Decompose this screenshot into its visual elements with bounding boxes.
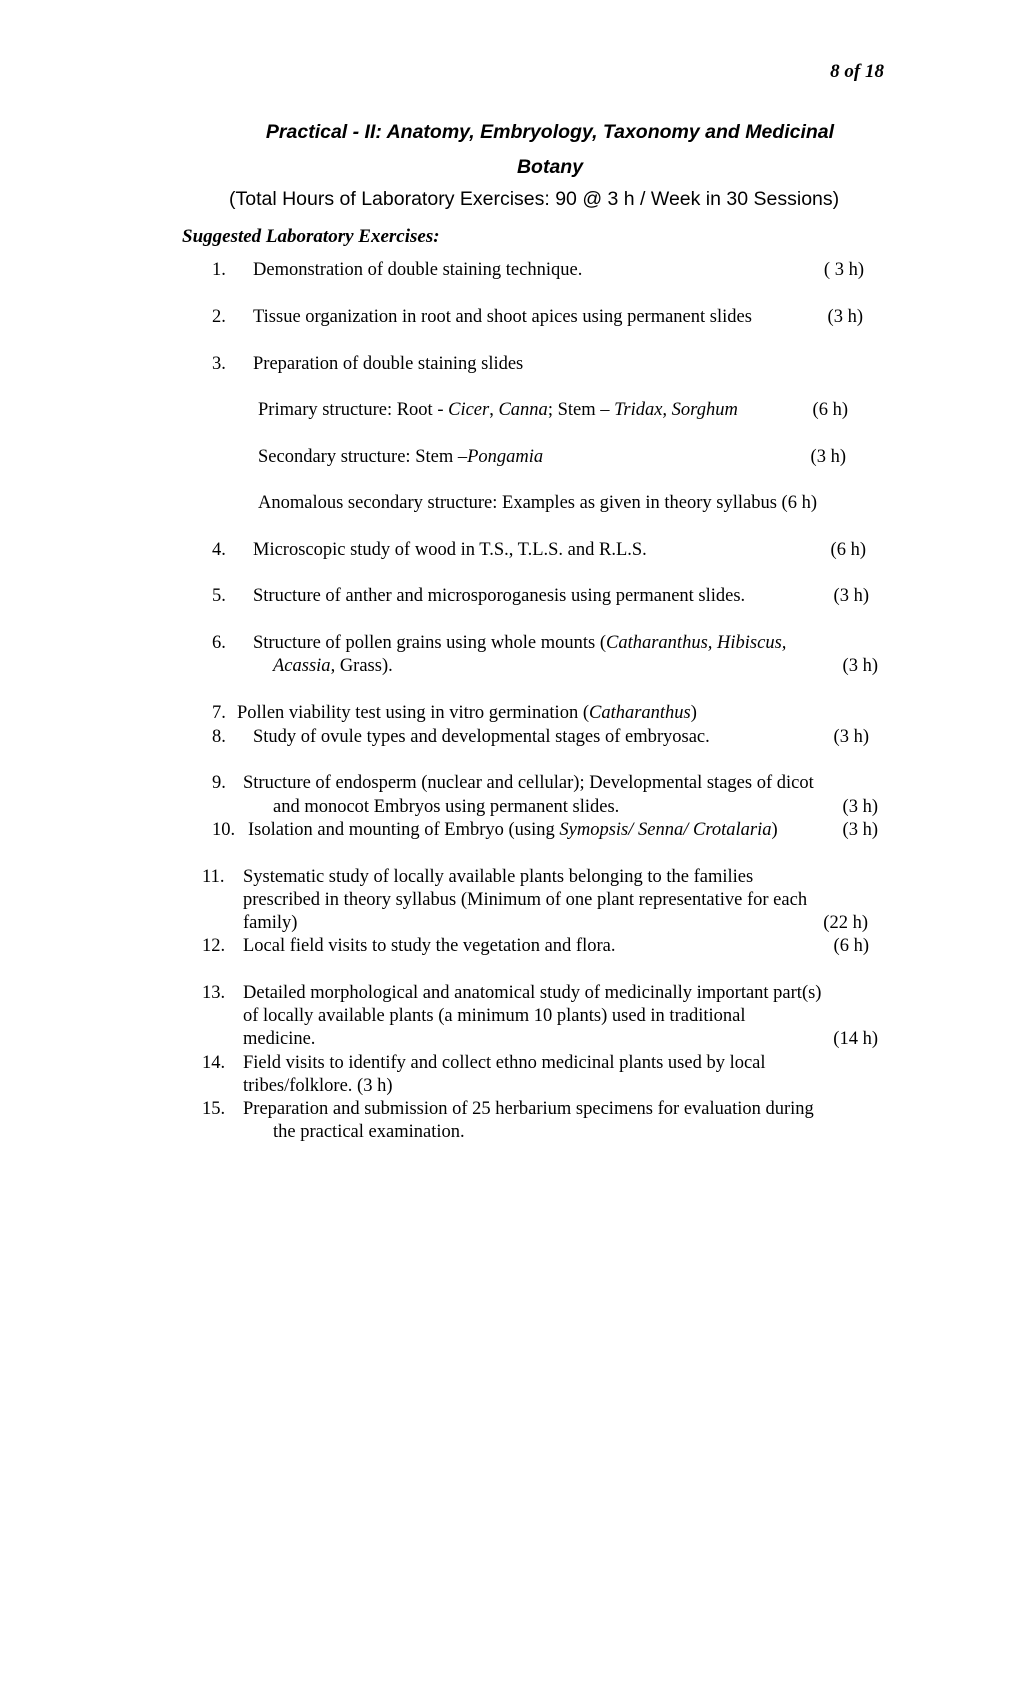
list-item-hours: (6 h) (833, 936, 869, 956)
title-line-1: Practical - II: Anatomy, Embryology, Taxonomy and Medicinal (265, 121, 835, 143)
list-item-text-continued: of locally available plants (a minimum 10 plants) used in traditional (243, 1006, 746, 1026)
title-line-2: Botany (516, 156, 584, 178)
list-item-text: Systematic study of locally available plants belonging to the families (243, 867, 754, 887)
list-item-number: 13. (202, 983, 226, 1003)
list-item-text: Structure of endosperm (nuclear and cellular); Developmental stages of dicot (243, 773, 814, 793)
list-item-text: Preparation of double staining slides (253, 354, 524, 374)
list-item-text-continued: family) (243, 913, 298, 933)
page-number: 8 of 18 (830, 61, 884, 82)
list-item-hours: (3 h) (842, 656, 878, 676)
list-item-text: Detailed morphological and anatomical study of medicinally important part(s) (243, 983, 822, 1003)
list-item-number: 14. (202, 1053, 226, 1073)
list-item-number: 9. (212, 773, 226, 793)
list-item-text: Structure of anther and microsporoganesis using permanent slides. (253, 586, 746, 606)
list-item-text: Tissue organization in root and shoot apices using permanent slides (253, 307, 752, 327)
list-item-number: 2. (212, 307, 226, 327)
list-item-hours: (3 h) (842, 797, 878, 817)
list-item-number: 11. (202, 867, 225, 887)
list-item-text: Field visits to identify and collect ethno medicinal plants used by local (243, 1053, 766, 1073)
list-item-hours: (3 h) (842, 820, 878, 840)
list-item-text-continued: the practical examination. (273, 1122, 465, 1142)
list-item-hours: (3 h) (827, 307, 863, 327)
list-item-number: 15. (202, 1099, 226, 1119)
list-item-hours: (3 h) (810, 447, 846, 467)
list-item-number: 4. (212, 540, 226, 560)
list-item-text: Demonstration of double staining technique. (253, 260, 583, 280)
list-item-hours: (22 h) (823, 913, 868, 933)
list-item-hours: (6 h) (812, 400, 848, 420)
list-item-text: Preparation and submission of 25 herbarium specimens for evaluation during (243, 1099, 814, 1119)
list-item-number: 12. (202, 936, 226, 956)
list-item-hours: (6 h) (830, 540, 866, 560)
list-item-text: Pollen viability test using in vitro germination (Catharanthus) (237, 703, 697, 723)
list-item-text: Local field visits to study the vegetation and flora. (243, 936, 616, 956)
list-item-number: 6. (212, 633, 226, 653)
list-item-text-continued: medicine. (243, 1029, 316, 1049)
sub-item-secondary: Secondary structure: Stem –Pongamia (258, 447, 544, 467)
list-item-text-continued: Acassia, Grass). (273, 656, 393, 676)
list-item-number: 7. (212, 703, 226, 723)
list-item-hours: (14 h) (833, 1029, 878, 1049)
list-item-text: Isolation and mounting of Embryo (using Symopsis/ Senna/ Crotalaria) (248, 820, 778, 840)
list-item-text-continued: and monocot Embryos using permanent slides. (273, 797, 620, 817)
list-item-hours: (3 h) (833, 727, 869, 747)
list-item-number: 3. (212, 354, 226, 374)
list-item-hours: ( 3 h) (823, 260, 864, 280)
list-item-text-continued: tribes/folklore. (3 h) (243, 1076, 393, 1096)
sub-item-primary: Primary structure: Root - Cicer, Canna; Stem – Tridax, Sorghum (258, 400, 738, 420)
list-item-text: Structure of pollen grains using whole mounts (Catharanthus, Hibiscus, (253, 633, 787, 653)
list-item-text-continued: prescribed in theory syllabus (Minimum of one plant representative for each (243, 890, 808, 910)
list-item-hours: (3 h) (833, 586, 869, 606)
list-item-number: 8. (212, 727, 226, 747)
list-item-number: 5. (212, 586, 226, 606)
section-heading: Suggested Laboratory Exercises: (182, 226, 440, 247)
subtitle: (Total Hours of Laboratory Exercises: 90 @ 3 h / Week in 30 Sessions) (229, 188, 840, 210)
list-item-text: Microscopic study of wood in T.S., T.L.S. and R.L.S. (253, 540, 647, 560)
list-item-number: 10. (212, 820, 236, 840)
list-item-number: 1. (212, 260, 226, 280)
list-item-text: Study of ovule types and developmental stages of embryosac. (253, 727, 710, 747)
sub-item-anomalous: Anomalous secondary structure: Examples as given in theory syllabus (6 h) (258, 493, 817, 513)
